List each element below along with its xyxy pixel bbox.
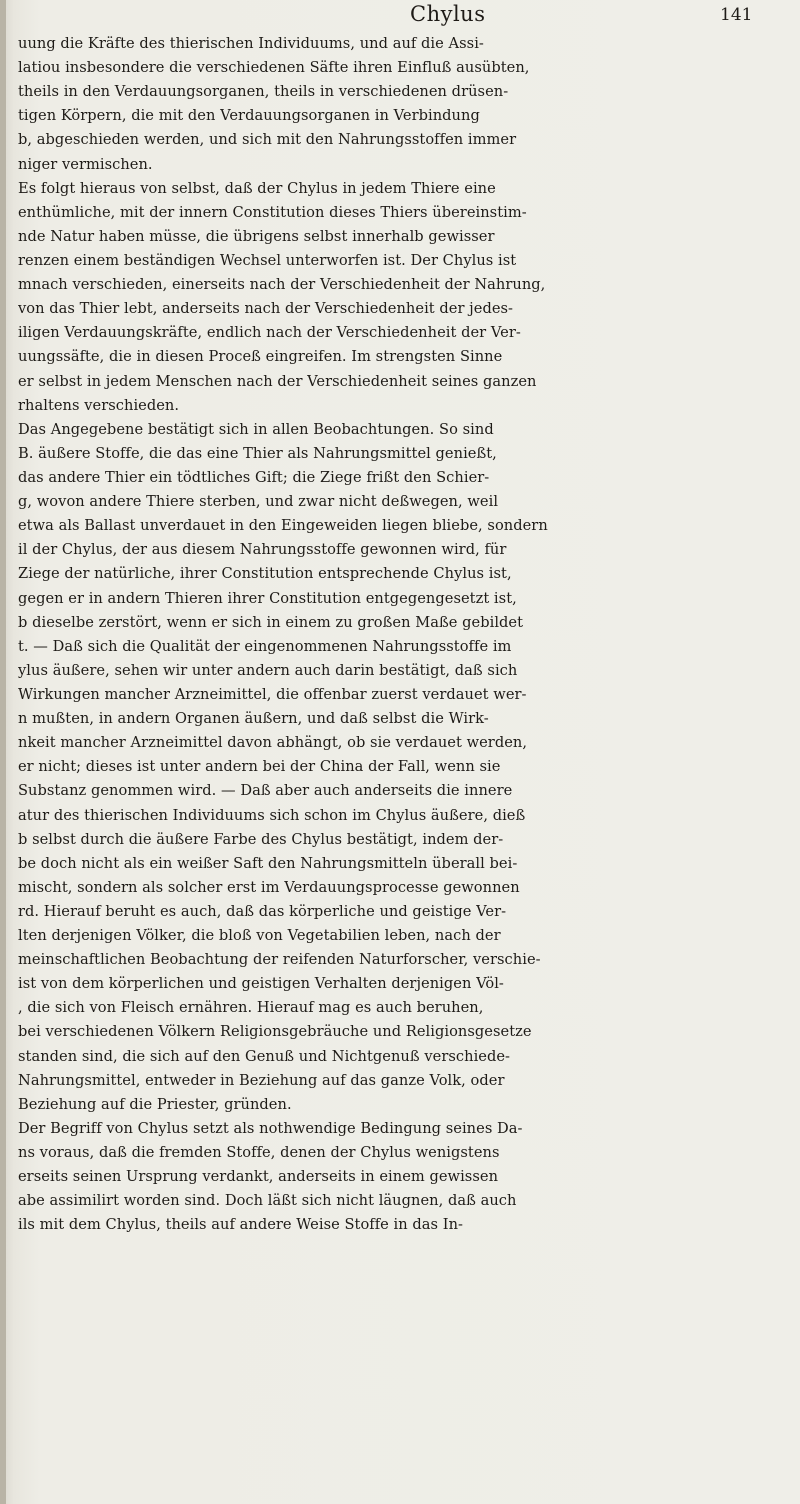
text-line: Beziehung auf die Priester, gründen. [18,1095,292,1113]
text-line: Wirkungen mancher Arzneimittel, die offenbar zuerst verdauet wer- [18,685,527,703]
text-line: , die sich von Fleisch ernähren. Hierauf mag es auch beruhen, [18,999,484,1017]
text-line: tigen Körpern, die mit den Verdauungsorganen in Verbindung [18,107,480,125]
text-line: nde Natur haben müsse, die übrigens selbst innerhalb gewisser [18,227,495,245]
binding-gutter [0,0,6,1504]
text-line: b selbst durch die äußere Farbe des Chylus bestätigt, indem der- [18,830,504,848]
text-line: ist von dem körperlichen und geistigen Verhalten derjenigen Völ- [18,975,504,993]
text-line: erseits seinen Ursprung verdankt, anderseits in einem gewissen [18,1168,499,1186]
text-line: ils mit dem Chylus, theils auf andere Weise Stoffe in das In- [18,1216,464,1234]
text-line: standen sind, die sich auf den Genuß und Nichtgenuß verschiede- [18,1047,511,1065]
text-line: Das Angegebene bestätigt sich in allen Beobachtungen. So sind [18,420,494,438]
text-line: uung die Kräfte des thierischen Individuums, und auf die Assi- [18,35,484,52]
text-line: rd. Hierauf beruht es auch, daß das körperliche und geistige Ver- [18,902,507,920]
text-line: b dieselbe zerstört, wenn er sich in einem zu großen Maße gebildet [18,613,524,631]
text-line: lten derjenigen Völker, die bloß von Vegetabilien leben, nach der [18,927,501,945]
text-line: Der Begriff von Chylus setzt als nothwendige Bedingung seines Da- [18,1119,523,1137]
text-line: er nicht; dieses ist unter andern bei der China der Fall, wenn sie [18,758,501,776]
body-text [18,32,788,1237]
text-line: ns voraus, daß die fremden Stoffe, denen der Chylus wenigstens [18,1144,500,1162]
text-line: mischt, sondern als solcher erst im Verdauungsprocesse gewonnen [18,878,520,896]
text-line: bei verschiedenen Völkern Religionsgebräuche und Religionsgesetze [18,1023,532,1041]
text-line: b, abgeschieden werden, und sich mit den Nahrungsstoffen immer [18,131,517,149]
text-line: enthümliche, mit der innern Constitution dieses Thiers übereinstim- [18,203,527,221]
text-line: mnach verschieden, einerseits nach der Verschiedenheit der Nahrung, [18,276,546,294]
text-line: t. — Daß sich die Qualität der eingenommenen Nahrungsstoffe im [18,637,512,655]
text-line: atur des thierischen Individuums sich schon im Chylus äußere, dieß [18,806,526,824]
text-line: etwa als Ballast unverdauet in den Eingeweiden liegen bliebe, sondern [18,517,548,535]
text-line: Substanz genommen wird. — Daß aber auch anderseits die innere [18,782,513,800]
text-line: renzen einem beständigen Wechsel unterworfen ist. Der Chylus ist [18,251,517,269]
text-line: Ziege der natürliche, ihrer Constitution entsprechende Chylus ist, [18,565,512,583]
text-line: er selbst in jedem Menschen nach der Verschiedenheit seines ganzen [18,372,537,390]
text-line: g, wovon andere Thiere sterben, und zwar nicht deßwegen, weil [18,493,499,511]
text-line: B. äußere Stoffe, die das eine Thier als Nahrungsmittel genießt, [18,444,497,462]
text-line: il der Chylus, der aus diesem Nahrungsstoffe gewonnen wird, für [18,541,507,559]
running-head: Chylus [410,2,486,26]
text-line: ylus äußere, sehen wir unter andern auch darin bestätigt, daß sich [18,661,518,679]
text-line: Nahrungsmittel, entweder in Beziehung auf das ganze Volk, oder [18,1071,505,1089]
text-line: theils in den Verdauungsorganen, theils in verschiedenen drüsen- [18,83,509,101]
text-line: latiou insbesondere die verschiedenen Säfte ihren Einfluß ausübten, [18,59,530,77]
text-line: rhaltens verschieden. [18,396,180,414]
text-line: von das Thier lebt, anderseits nach der Verschiedenheit der jedes- [18,300,514,318]
page-header [0,2,800,32]
text-line: be doch nicht als ein weißer Saft den Nahrungsmitteln überall bei- [18,854,518,872]
page-number: 141 [720,5,753,25]
text-line: niger vermischen. [18,155,153,173]
text-line: nkeit mancher Arzneimittel davon abhängt, ob sie verdauet werden, [18,734,528,752]
text-line: das andere Thier ein tödtliches Gift; die Ziege frißt den Schier- [18,468,490,486]
text-line: meinschaftlichen Beobachtung der reifenden Naturforscher, verschie- [18,951,541,969]
text-line: uungssäfte, die in diesen Proceß eingreifen. Im strengsten Sinne [18,348,503,366]
text-line: abe assimilirt worden sind. Doch läßt sich nicht läugnen, daß auch [18,1192,517,1210]
text-line: gegen er in andern Thieren ihrer Constitution entgegengesetzt ist, [18,589,517,607]
text-line: n mußten, in andern Organen äußern, und daß selbst die Wirk- [18,710,489,728]
text-line: iligen Verdauungskräfte, endlich nach der Verschiedenheit der Ver- [18,324,521,342]
text-line: Es folgt hieraus von selbst, daß der Chylus in jedem Thiere eine [18,179,496,197]
